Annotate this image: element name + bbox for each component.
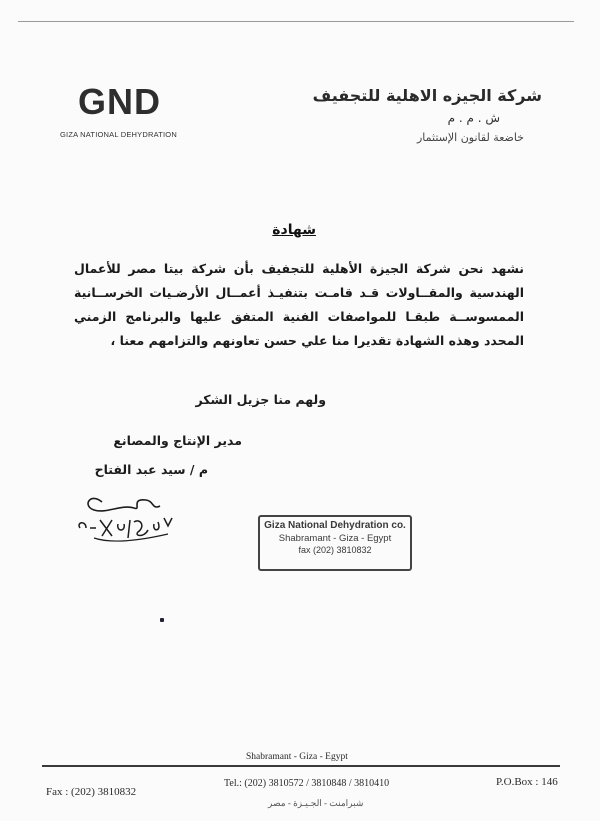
certificate-title: شهادة: [272, 222, 316, 238]
signatory-name: م / سيد عبد الفتاح: [94, 462, 208, 477]
company-law-note: خاضعة لقانون الإستثمار: [417, 131, 524, 144]
stamp-address: Shabramant - Giza - Egypt: [278, 533, 392, 544]
signatory-title: مدير الإنتاج والمصانع: [113, 433, 242, 448]
certificate-body: نشهد نحن شركة الجيزة الأهلية للتجفيف بأن شركة بيتا مصر للأعمال الهندسية والمقــاولات قـد قامـت بتنفيـذ أعمــال الأرضـيات الخرســانية الممسوســة طبقـا للمواصفات الفنية المتفق عليها والبرنامج الزمني المحدد وهذه الشهادة تقديرا منا علي حسن تعاونهم والتزامهم معنا ،: [74, 261, 524, 348]
company-name-arabic: شركة الجيزه الاهلية للتجفيف: [312, 86, 542, 105]
company-logo: GND: [78, 81, 161, 122]
footer-city: Shabramant - Giza - Egypt: [246, 752, 348, 762]
logo-subtitle: GIZA NATIONAL DEHYDRATION: [60, 130, 177, 139]
footer-divider: [42, 765, 560, 767]
top-divider: [18, 21, 574, 22]
footer-telephone: Tel.: (202) 3810572 / 3810848 / 3810410: [224, 778, 390, 789]
stamp-company: Giza National Dehydration co.: [264, 520, 406, 531]
footer-fax: Fax : (202) 3810832: [46, 786, 137, 798]
handwritten-signature: [72, 484, 182, 554]
company-stamp: [258, 515, 412, 571]
ink-mark: [160, 618, 164, 622]
company-legal-form: ش . م . م: [447, 111, 500, 125]
thanks-line: ولهم منا جزيل الشكر: [195, 392, 326, 407]
footer-po-box: P.O.Box : 146: [496, 776, 558, 788]
footer-city-arabic: شبرامنت - الجـيـزة - مصر: [268, 798, 364, 808]
stamp-fax: fax (202) 3810832: [298, 545, 372, 555]
